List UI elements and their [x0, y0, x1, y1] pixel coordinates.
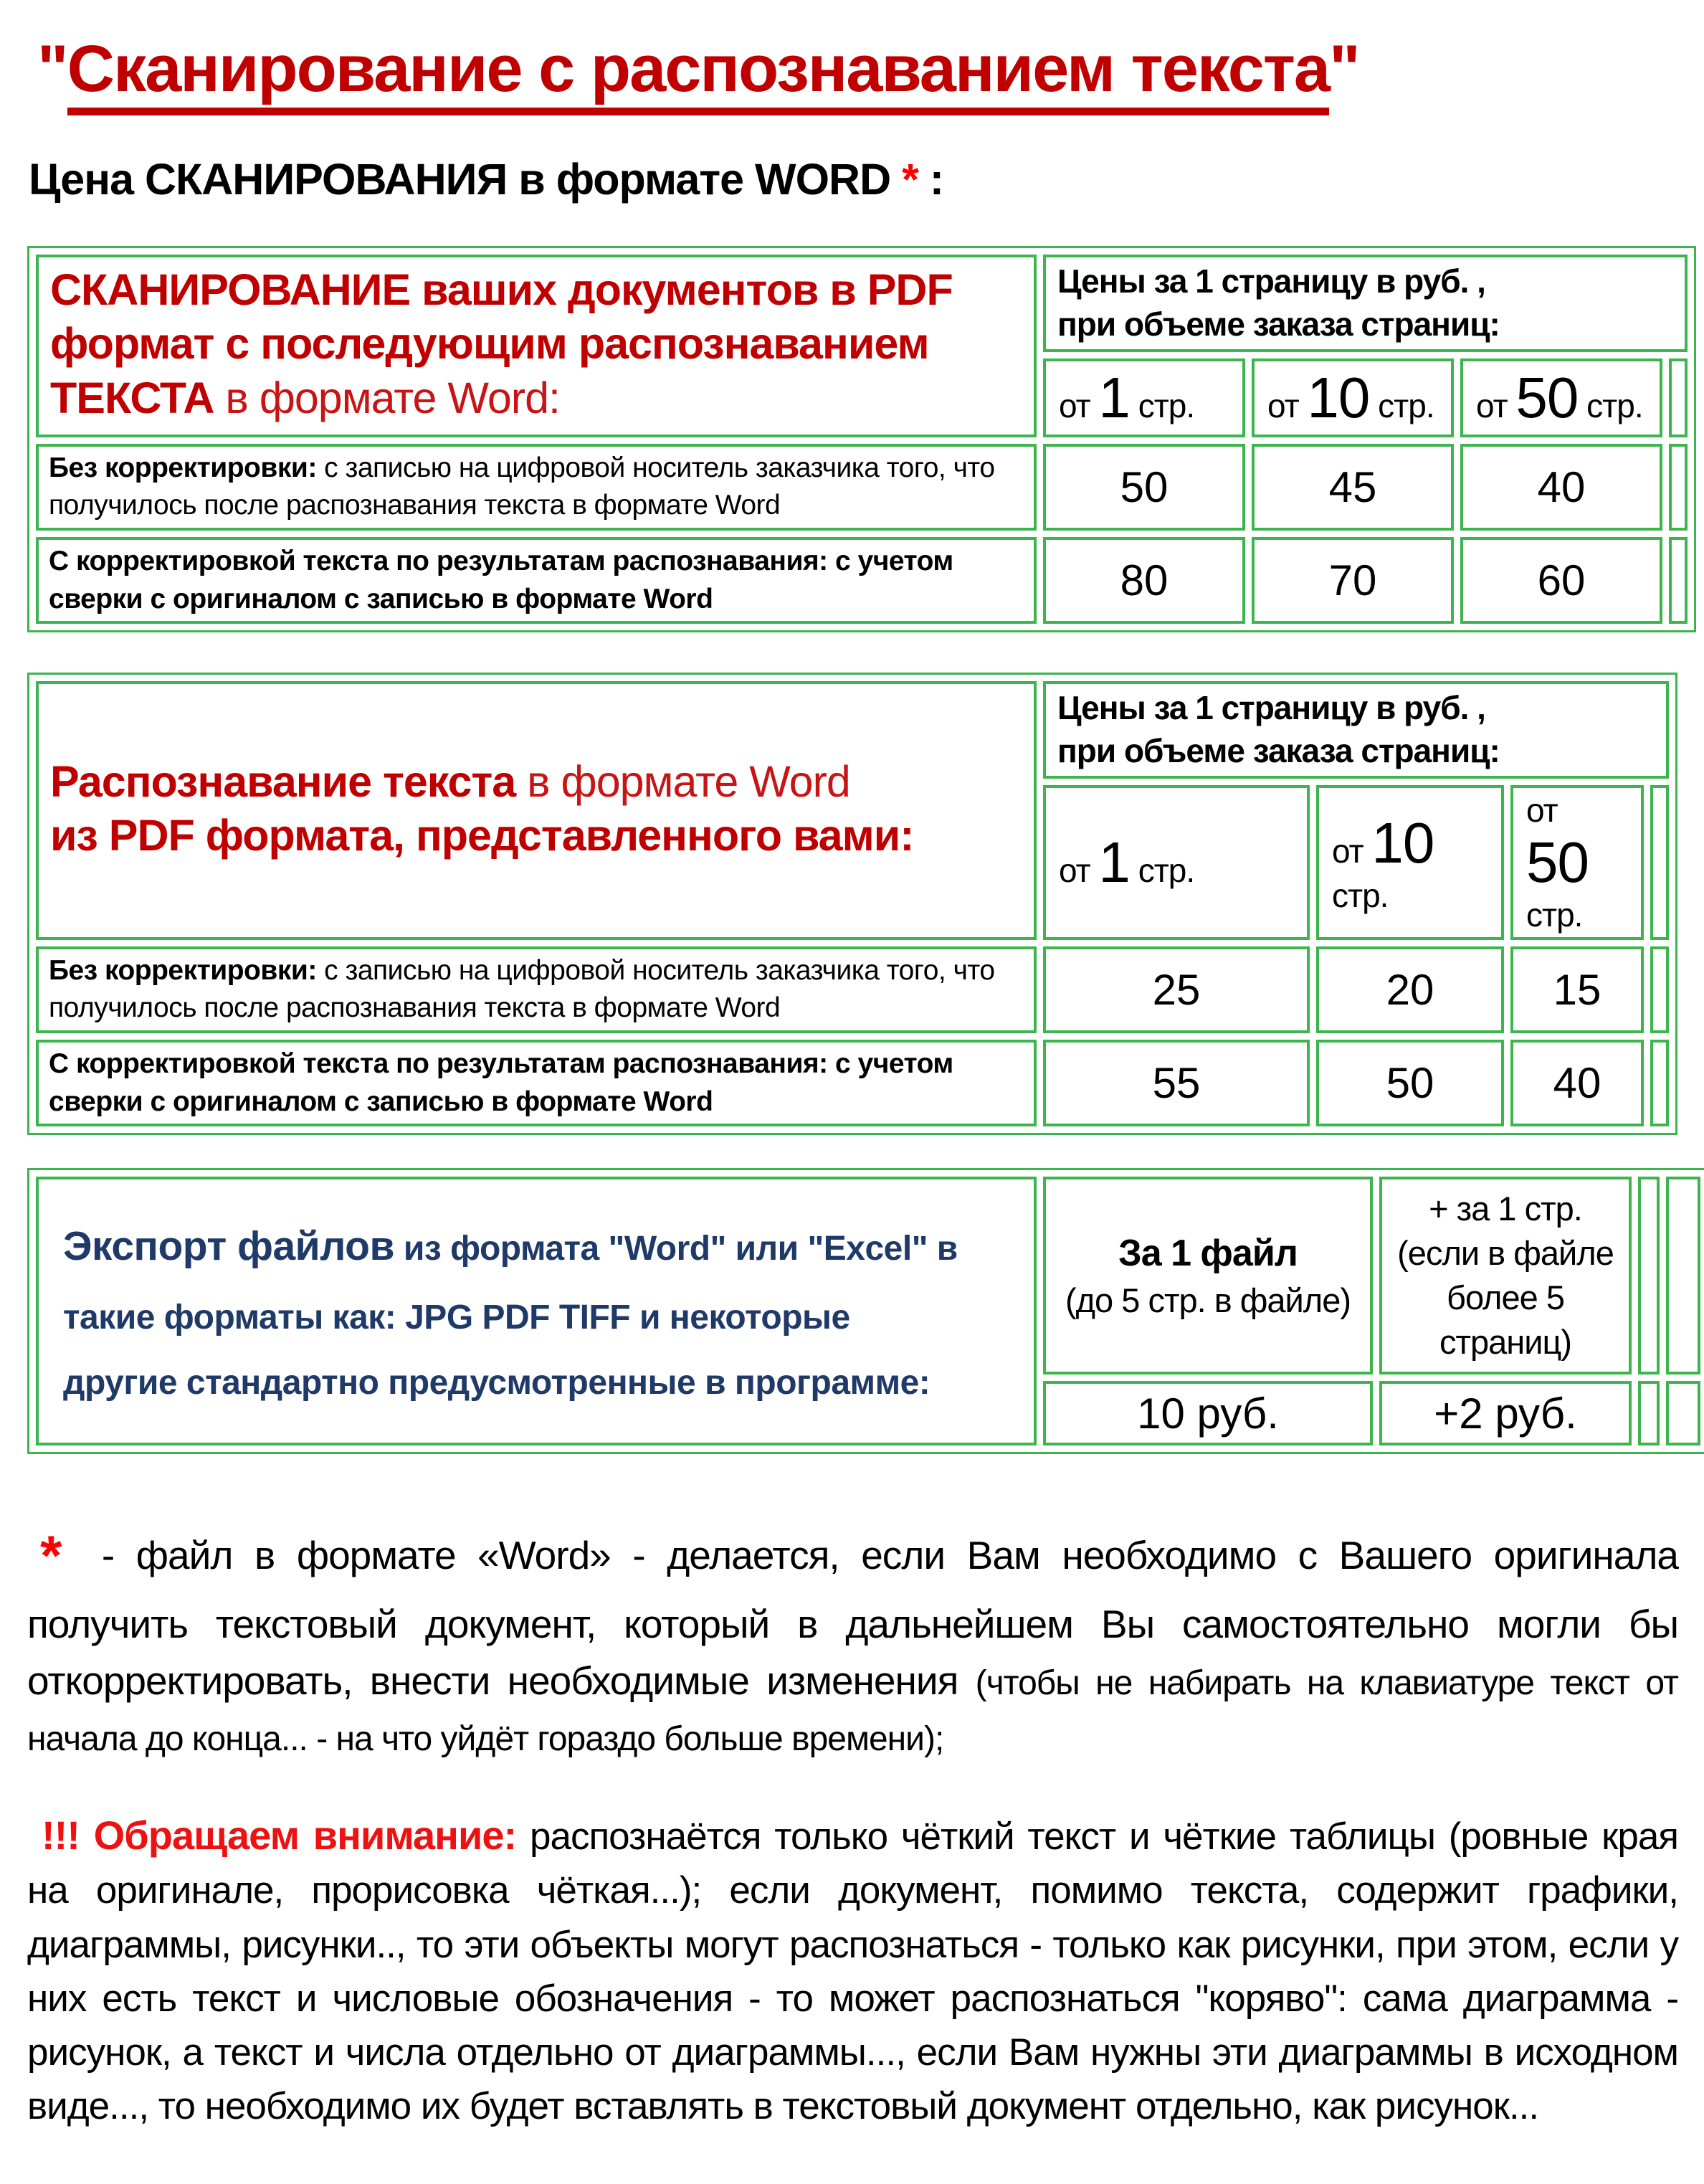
ocr-col-from-50	[1510, 785, 1644, 940]
title-text: Сканирование с распознаванием текста	[67, 32, 1329, 115]
ocr-row-no-correction	[36, 946, 1669, 1033]
spacer-cell	[1650, 946, 1669, 1033]
ocr-price-table	[27, 673, 1677, 1135]
footnote-text: - файл в формате «Word» - делается, если Вам необходимо с Вашего оригинала получить текстовый документ, который в дальнейшем Вы самостоятельно могли бы откорректировать, внести необходимые изменения	[27, 1533, 1678, 1703]
row-label-bold: С корректировкой текста по результатам распознавания: с учетом сверки с оригиналом с записью в формате Word	[49, 545, 953, 614]
attention-label: !!! Обращаем внимание:	[42, 1812, 517, 1858]
ocr-col-from-10	[1316, 785, 1504, 940]
row-label-bold: Без корректировки:	[49, 954, 317, 986]
col-suffix: стр.	[1332, 876, 1389, 914]
price-header-line2: при объеме заказа страниц:	[1057, 731, 1500, 769]
col-number: 10	[1307, 365, 1370, 429]
row-label-bold: Без корректировки:	[49, 452, 317, 483]
ocr-row-label	[36, 1040, 1037, 1126]
row-label-bold: С корректировкой текста по результатам распознавания: с учетом сверки с оригиналом с записью в формате Word	[49, 1048, 953, 1117]
export-line3: другие стандартно предусмотренные в программе:	[63, 1364, 930, 1402]
scan-col-from-50	[1460, 359, 1662, 437]
footnote-asterisk: *	[40, 1524, 62, 1587]
col-prefix: от	[1059, 386, 1099, 424]
scan-col-from-10	[1252, 359, 1454, 437]
price-header-line1: Цены за 1 страницу в руб. ,	[1057, 262, 1485, 300]
row-label-rest: с записью на цифровой носитель заказчика того, что получилось после распознавания текста в формате Word	[49, 452, 995, 521]
col-number: 50	[1526, 830, 1589, 894]
col-prefix: от	[1332, 832, 1372, 870]
export-line1	[63, 1207, 1025, 1285]
scan-price-table	[27, 246, 1696, 632]
attention-note	[27, 1807, 1678, 2134]
row-label-rest: с записью на цифровой носитель заказчика того, что получилось после распознавания текста в формате Word	[49, 954, 995, 1024]
spacer-cell	[1666, 1381, 1700, 1445]
ocr-service-title-normal: в формате Word	[515, 756, 850, 806]
col-number: 1	[1098, 365, 1130, 429]
export-col-per-file	[1043, 1177, 1373, 1375]
price-value: 40	[1510, 1040, 1644, 1126]
ocr-table-header-row	[36, 681, 1669, 779]
scan-col-from-1	[1043, 359, 1245, 437]
col-number: 50	[1515, 365, 1579, 429]
ocr-service-header-cell	[36, 681, 1037, 940]
price-value: 40	[1460, 444, 1662, 531]
page-title	[37, 32, 1678, 107]
per-page-rest: (если в файле более 5 страниц)	[1397, 1234, 1614, 1362]
price-value: 55	[1043, 1040, 1310, 1126]
scan-row-no-correction	[36, 444, 1688, 531]
title-open-quote: "	[37, 32, 67, 105]
col-suffix: стр.	[1578, 386, 1643, 424]
col-prefix: от	[1476, 386, 1516, 424]
footnote-text-small: (чтобы не набирать на клавиатуре текст от начала до конца... - на что уйдёт гораздо больше времени);	[27, 1663, 1678, 1759]
ocr-service-title-bold2: из PDF формата, представленного вами:	[50, 811, 914, 860]
col-number: 10	[1371, 810, 1434, 875]
subtitle-asterisk: *	[902, 155, 918, 204]
subtitle-colon: :	[918, 155, 944, 204]
price-value: 50	[1316, 1040, 1504, 1126]
col-number: 1	[1098, 830, 1130, 894]
col-prefix: от	[1526, 791, 1558, 829]
col-suffix: стр.	[1526, 896, 1583, 934]
col-suffix: стр.	[1129, 386, 1195, 424]
scan-price-header-cell	[1043, 255, 1688, 352]
spacer-cell	[1669, 444, 1688, 531]
scan-service-title-normal: в формате Word:	[214, 374, 560, 423]
price-value: 70	[1252, 537, 1454, 624]
col-suffix: стр.	[1129, 851, 1195, 889]
title-close-quote: "	[1329, 32, 1359, 105]
attention-text: распознаётся только чёткий текст и чёткие таблицы (ровные края на оригинале, прорисовка чёткая...); если документ, помимо текста, содержит графики, диаграммы, рисунки.., то эти объекты могут распознаться - только как рисунки, при этом, если у них есть текст и числовые обозначения - то может распознаться "коряво": сама диаграмма - рисунок, а текст и числа отдельно от диаграммы..., если Вам нужны эти диаграммы в исходном виде..., то необходимо их будет вставлять в текстовый документ отдельно, как рисунок...	[27, 1815, 1678, 2128]
word-format-footnote	[27, 1516, 1678, 1765]
scan-service-header-cell	[36, 255, 1037, 437]
price-value: 80	[1043, 537, 1245, 624]
spacer-cell	[1638, 1381, 1660, 1445]
per-file-bold: За 1 файл	[1118, 1233, 1298, 1275]
spacer-cell	[1650, 1040, 1669, 1126]
scan-service-title-bold: СКАНИРОВАНИЕ ваших документов в PDF формат с последующим распознаванием ТЕКСТА	[50, 265, 953, 423]
price-value: +2 руб.	[1379, 1381, 1632, 1445]
price-value: 60	[1460, 537, 1662, 624]
export-line2: такие форматы как: JPG PDF TIFF и некоторые	[63, 1298, 850, 1336]
col-prefix: от	[1059, 851, 1099, 889]
per-file-normal: (до 5 стр. в файле)	[1065, 1281, 1351, 1319]
export-price-table	[27, 1168, 1704, 1454]
price-header-line2: при объеме заказа страниц:	[1057, 305, 1500, 343]
col-suffix: стр.	[1369, 386, 1434, 424]
scan-row-label	[36, 537, 1037, 624]
ocr-row-with-correction	[36, 1040, 1669, 1126]
price-value: 45	[1252, 444, 1454, 531]
ocr-service-title-bold: Распознавание текста	[50, 756, 516, 806]
export-lead-rest: из формата "Word" или "Excel" в	[394, 1229, 958, 1268]
spacer-cell	[1638, 1177, 1660, 1375]
scan-table-header-row	[36, 255, 1688, 352]
export-col-per-page	[1379, 1177, 1632, 1375]
price-header-line1: Цены за 1 страницу в руб. ,	[1057, 689, 1485, 727]
price-value: 10 руб.	[1043, 1381, 1373, 1445]
export-lead: Экспорт файлов	[63, 1222, 395, 1269]
spacer-cell	[1669, 537, 1688, 624]
scan-row-with-correction	[36, 537, 1688, 624]
price-value: 15	[1510, 946, 1644, 1033]
price-value: 20	[1316, 946, 1504, 1033]
export-service-header-cell	[36, 1177, 1037, 1445]
spacer-cell	[1669, 359, 1688, 437]
scan-row-label	[36, 444, 1037, 531]
ocr-price-header-cell	[1043, 681, 1669, 779]
spacer-cell	[1650, 785, 1669, 940]
subtitle-text: Цена СКАНИРОВАНИЯ в формате WORD	[29, 155, 903, 204]
price-value: 25	[1043, 946, 1310, 1033]
subtitle	[29, 154, 1678, 204]
per-page-line1: + за 1 стр.	[1429, 1190, 1582, 1228]
price-value: 50	[1043, 444, 1245, 531]
ocr-row-label	[36, 946, 1037, 1033]
col-prefix: от	[1267, 386, 1308, 424]
spacer-cell	[1666, 1177, 1700, 1375]
ocr-col-from-1	[1043, 785, 1310, 940]
export-table-header-row	[36, 1177, 1700, 1375]
